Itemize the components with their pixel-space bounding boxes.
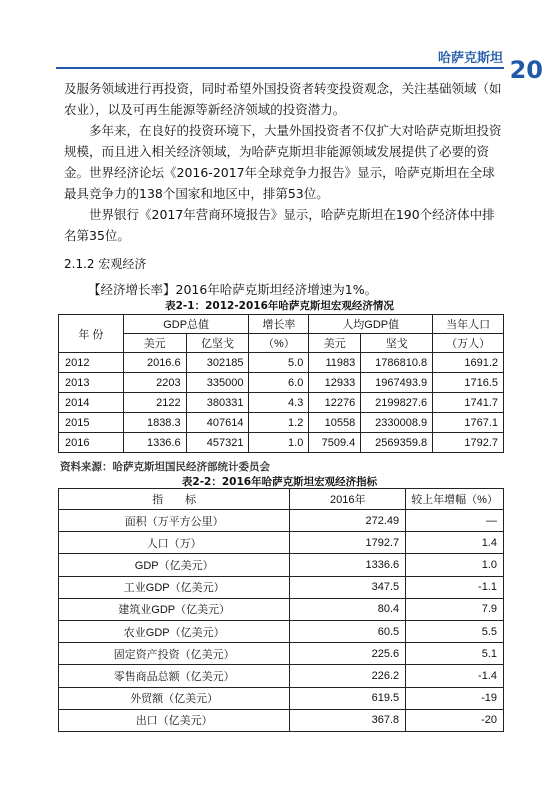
cell: 1741.7 bbox=[433, 393, 504, 413]
cell: 2203 bbox=[123, 373, 186, 393]
table-row bbox=[59, 510, 504, 532]
cell: 1.4 bbox=[406, 532, 504, 554]
cell: 农业GDP（亿美元） bbox=[59, 620, 290, 642]
header-change: 较上年增幅（%） bbox=[406, 489, 504, 510]
cell: 1792.7 bbox=[433, 433, 504, 453]
cell: 457321 bbox=[186, 433, 249, 453]
subheader-tenge2: 坚戈 bbox=[361, 334, 433, 353]
cell: 380331 bbox=[186, 393, 249, 413]
cell: 12933 bbox=[309, 373, 361, 393]
cell: 619.5 bbox=[290, 687, 406, 709]
table-row bbox=[59, 554, 504, 576]
table1-caption: 表2-1：2012-2016年哈萨克斯坦宏观经济情况 bbox=[165, 300, 394, 312]
cell: 2122 bbox=[123, 393, 186, 413]
cell: 固定资产投资（亿美元） bbox=[59, 643, 290, 665]
table2-header-row bbox=[59, 489, 504, 510]
header-year: 年 份 bbox=[59, 315, 124, 353]
cell: 零售商品总额（亿美元） bbox=[59, 665, 290, 687]
section-heading: 2.1.2 宏观经济 bbox=[64, 257, 147, 271]
cell: 272.49 bbox=[290, 510, 406, 532]
cell: 工业GDP（亿美元） bbox=[59, 576, 290, 598]
cell: 1.2 bbox=[249, 413, 309, 433]
table2-caption: 表2-2：2016年哈萨克斯坦宏观经济指标 bbox=[181, 476, 378, 488]
table-row bbox=[59, 643, 504, 665]
cell: 出口（亿美元） bbox=[59, 709, 290, 731]
cell: 外贸额（亿美元） bbox=[59, 687, 290, 709]
cell: — bbox=[406, 510, 504, 532]
cell: 367.8 bbox=[290, 709, 406, 731]
cell: 建筑业GDP（亿美元） bbox=[59, 598, 290, 620]
cell: 1.0 bbox=[249, 433, 309, 453]
lead-sentence: 【经济增长率】2016年哈萨克斯坦经济增速为1%。 bbox=[88, 282, 378, 297]
cell: 1786810.8 bbox=[361, 353, 433, 373]
paragraph-3: 世界经济论坛《2016-2017年全球竞争力报告》显示，哈萨克斯坦在全球最具竞争力的138个国家和地区中，排第53位。 bbox=[64, 165, 495, 201]
cell: 5.5 bbox=[406, 620, 504, 642]
header-2016: 2016年 bbox=[290, 489, 406, 510]
macro-indicators-table bbox=[58, 488, 504, 732]
cell: 2013 bbox=[59, 373, 124, 393]
cell: 2569359.8 bbox=[361, 433, 433, 453]
cell: 1767.1 bbox=[433, 413, 504, 433]
cell: 1336.6 bbox=[123, 433, 186, 453]
table-row bbox=[59, 433, 504, 453]
macro-economy-table bbox=[58, 314, 504, 453]
table-row bbox=[59, 709, 504, 731]
subheader-tenge: 亿坚戈 bbox=[186, 334, 249, 353]
cell: 10558 bbox=[309, 413, 361, 433]
cell: 面积（万平方公里） bbox=[59, 510, 290, 532]
table-row bbox=[59, 665, 504, 687]
table-row bbox=[59, 687, 504, 709]
cell: 60.5 bbox=[290, 620, 406, 642]
cell: 80.4 bbox=[290, 598, 406, 620]
cell: 335000 bbox=[186, 373, 249, 393]
cell: 2014 bbox=[59, 393, 124, 413]
table-row bbox=[59, 413, 504, 433]
subheader-usd: 美元 bbox=[123, 334, 186, 353]
cell: 2199827.6 bbox=[361, 393, 433, 413]
cell: 4.3 bbox=[249, 393, 309, 413]
cell: 11983 bbox=[309, 353, 361, 373]
table-row bbox=[59, 620, 504, 642]
cell: 2016 bbox=[59, 433, 124, 453]
cell: -1.1 bbox=[406, 576, 504, 598]
cell: 7509.4 bbox=[309, 433, 361, 453]
cell: 2016.6 bbox=[123, 353, 186, 373]
source-note: 资料来源：哈萨克斯坦国民经济部统计委员会 bbox=[60, 461, 270, 473]
table-row bbox=[59, 353, 504, 373]
cell: 1.0 bbox=[406, 554, 504, 576]
cell: 1792.7 bbox=[290, 532, 406, 554]
cell: 407614 bbox=[186, 413, 249, 433]
table-row bbox=[59, 393, 504, 413]
page-number: 20 bbox=[509, 56, 543, 84]
paragraph-4: 世界银行《2017年营商环境报告》显示，哈萨克斯坦在190个经济体中排名第35位。 bbox=[64, 207, 495, 243]
cell: 2012 bbox=[59, 353, 124, 373]
table1-header-row bbox=[59, 315, 504, 334]
cell: 2015 bbox=[59, 413, 124, 433]
header-indicator: 指 标 bbox=[59, 489, 290, 510]
cell: 7.9 bbox=[406, 598, 504, 620]
cell: 2330008.9 bbox=[361, 413, 433, 433]
paragraph-1: 及服务领域进行再投资，同时希望外国投资者转变投资观念，关注基础领域（如农业），以及可再生能源等新经济领域的投资潜力。 bbox=[64, 81, 502, 117]
table-row bbox=[59, 576, 504, 598]
cell: 5.0 bbox=[249, 353, 309, 373]
cell: 6.0 bbox=[249, 373, 309, 393]
subheader-pct: （%） bbox=[249, 334, 309, 353]
cell: 1967493.9 bbox=[361, 373, 433, 393]
cell: -19 bbox=[406, 687, 504, 709]
cell: 人口（万） bbox=[59, 532, 290, 554]
cell: 347.5 bbox=[290, 576, 406, 598]
cell: 226.2 bbox=[290, 665, 406, 687]
table-row bbox=[59, 373, 504, 393]
cell: 12276 bbox=[309, 393, 361, 413]
subheader-pop-unit: （万人） bbox=[433, 334, 504, 353]
page-header-title: 哈萨克斯坦 bbox=[437, 51, 503, 66]
header-gdp: GDP总值 bbox=[123, 315, 249, 334]
cell: 1336.6 bbox=[290, 554, 406, 576]
cell: 225.6 bbox=[290, 643, 406, 665]
header-growth: 增长率 bbox=[249, 315, 309, 334]
header-population: 当年人口 bbox=[433, 315, 504, 334]
cell: 1838.3 bbox=[123, 413, 186, 433]
table-row bbox=[59, 598, 504, 620]
cell: -1.4 bbox=[406, 665, 504, 687]
table1-subheader-row bbox=[59, 334, 504, 353]
cell: 1691.2 bbox=[433, 353, 504, 373]
cell: 1716.5 bbox=[433, 373, 504, 393]
paragraph-2: 多年来，在良好的投资环境下，大量外国投资者不仅扩大对哈萨克斯坦投资规模，而且进入相关经济领域，为哈萨克斯坦非能源领域发展提供了必要的资金。 bbox=[64, 123, 502, 180]
table-row bbox=[59, 532, 504, 554]
cell: GDP（亿美元） bbox=[59, 554, 290, 576]
header-rule bbox=[56, 67, 504, 69]
cell: -20 bbox=[406, 709, 504, 731]
subheader-usd2: 美元 bbox=[309, 334, 361, 353]
header-per-capita: 人均GDP值 bbox=[309, 315, 433, 334]
cell: 5.1 bbox=[406, 643, 504, 665]
cell: 302185 bbox=[186, 353, 249, 373]
